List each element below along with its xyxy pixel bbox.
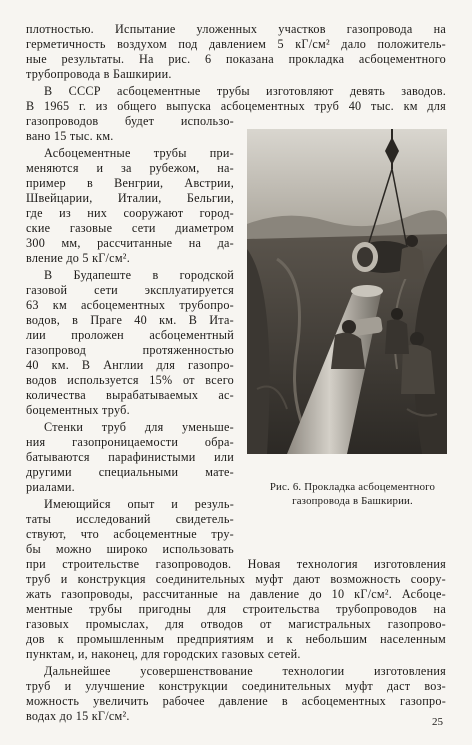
text-line: где из них сооружают город- xyxy=(26,206,234,220)
text-line: газопроводов будет использо- xyxy=(26,114,234,128)
text-line: В 1965 г. из общего выпуска асбоцементных труб 40 тыс. км для xyxy=(26,99,446,113)
text-line: можность увеличить рабочее давление в асбоцементных газопро- xyxy=(26,694,446,708)
caption-line: Рис. 6. Прокладка асбоцементного xyxy=(269,481,436,493)
text-line: таты исследований свидетель- xyxy=(26,512,234,526)
text-line: Стенки труб для уменьше- xyxy=(44,420,234,434)
text-line: меняются и за рубежом, на- xyxy=(26,161,234,175)
text-line: В Будапеште в городской xyxy=(44,268,234,282)
text-line: ния газопроницаемости обра- xyxy=(26,435,234,449)
pipeline-trench-photo xyxy=(247,129,447,454)
text-line: труб и конструкция соединительных муфт дают возможность соору- xyxy=(26,572,446,586)
text-line: водов используется 15% от всего xyxy=(26,373,234,387)
text-line: Асбоцементные трубы при- xyxy=(44,146,234,160)
text-line: ские газовые сети диаметром xyxy=(26,221,234,235)
text-line: газовой сети эксплуатируется xyxy=(26,283,234,297)
text-line: дов к промышленным предприятиям и к небольшим населенным xyxy=(26,632,446,646)
text-line: Имеющийся опыт и резуль- xyxy=(44,497,234,511)
text-line: бы можно широко использовать xyxy=(26,542,234,556)
text-line: пример в Венгрии, Австрии, xyxy=(26,176,234,190)
text-line: риалами. xyxy=(26,480,75,494)
text-line: 63 км асбоцементных трубопро- xyxy=(26,298,234,312)
text-line: Дальнейшее усовершенствование технологии изготовления xyxy=(44,664,446,678)
text-line: В СССР асбоцементные трубы изготовляют девять заводов. xyxy=(44,84,446,98)
text-line: батываются парафинистыми или xyxy=(26,450,234,464)
text-line: лии проложен асбоцементный xyxy=(26,328,234,342)
text-line: вано 15 тыс. км. xyxy=(26,129,114,143)
text-line: трубопровода в Башкирии. xyxy=(26,67,172,81)
text-line: вление до 5 кГ/см². xyxy=(26,251,130,265)
text-line: газопровод протяженностью xyxy=(26,343,234,357)
text-line: 40 км. В Англии для газопро- xyxy=(26,358,234,372)
text-line: ментные трубы пригодны для строительства трубопроводов на xyxy=(26,602,446,616)
text-line: ствуют, что асбоцементные тру- xyxy=(26,527,234,541)
text-line: водах до 15 кГ/см². xyxy=(26,709,130,723)
text-line: жать газопроводы, рассчитанные на давление до 10 кГ/см². Асбоце- xyxy=(26,587,446,601)
text-line: труб и улучшение конструкции соединительных муфт даст воз- xyxy=(26,679,446,693)
caption-line: газопровода в Башкирии. xyxy=(292,495,413,507)
text-line: Швейцарии, Италии, Бельгии, xyxy=(26,191,234,205)
text-line: количества вырабатываемых ас- xyxy=(26,388,234,402)
figure-caption xyxy=(260,480,445,508)
text-line: пунктам, и, наконец, для городских газовых сетей. xyxy=(26,647,301,661)
text-line: 300 мм, рассчитанные на да- xyxy=(26,236,234,250)
text-line: боцементных труб. xyxy=(26,403,130,417)
text-line: газовых промыслах, для отводов от магистральных газопрово- xyxy=(26,617,446,631)
text-line: водов, в Праге 40 км. В Ита- xyxy=(26,313,234,327)
page-number: 25 xyxy=(432,716,443,728)
text-line: плотностью. Испытание уложенных участков газопровода на xyxy=(26,22,446,36)
text-line: другими специальными мате- xyxy=(26,465,234,479)
text-line: герметичность воздухом под давлением 5 кГ/см² дало положитель- xyxy=(26,37,446,51)
text-line: ные результаты. На рис. 6 показана прокладка асбоцементного xyxy=(26,52,446,66)
figure-photo xyxy=(247,129,447,454)
text-line: при строительстве газопроводов. Новая технология изготовления xyxy=(26,557,446,571)
